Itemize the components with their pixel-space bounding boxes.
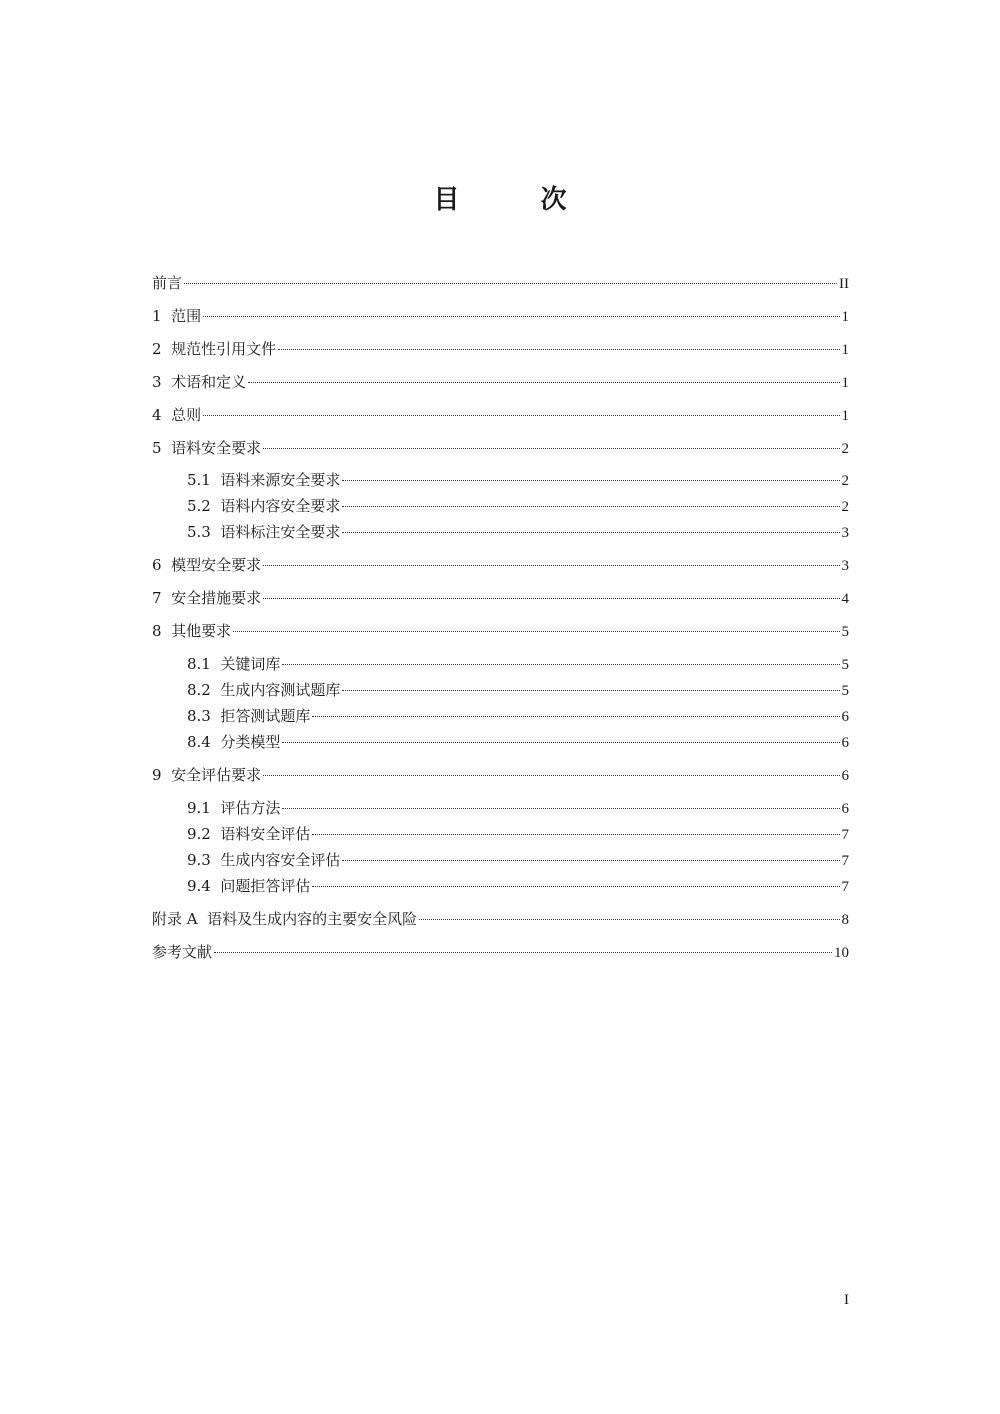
toc-page-number: II	[839, 276, 849, 292]
toc-page-number: 3	[841, 558, 849, 574]
dot-leader	[214, 952, 832, 953]
toc-page-number: 2	[841, 473, 849, 489]
toc-entry-text: 9.3 生成内容安全评估	[187, 851, 341, 869]
toc-entry-text: 5.2 语料内容安全要求	[187, 497, 341, 515]
toc-page-number: 2	[841, 441, 849, 457]
toc-page-number: 7	[841, 853, 849, 869]
toc-page-number: 7	[841, 879, 849, 895]
dot-leader	[263, 565, 839, 566]
toc-entry-7[interactable]	[152, 585, 849, 611]
toc-page-number: 1	[841, 408, 849, 424]
toc-entry-text: 4 总则	[152, 406, 202, 424]
toc-entry-text: 3 术语和定义	[152, 373, 247, 391]
dot-leader	[282, 664, 839, 665]
toc-entry-text: 9 安全评估要求	[152, 766, 262, 784]
toc-entry-3[interactable]	[152, 369, 849, 395]
toc-entry-text: 8.1 关键词库	[187, 655, 281, 673]
toc-page-number: 7	[841, 827, 849, 843]
dot-leader	[184, 283, 837, 284]
dot-leader	[342, 532, 839, 533]
toc-page-number: 5	[841, 683, 849, 699]
dot-leader	[203, 415, 839, 416]
toc-entry-text: 前言	[152, 274, 183, 292]
toc-entry-appendix-a[interactable]	[152, 906, 849, 932]
toc-page-number: 6	[841, 709, 849, 725]
toc-entry-9-2[interactable]	[187, 821, 849, 847]
footer-page-number: I	[844, 1292, 849, 1308]
toc-page-number: 3	[841, 525, 849, 541]
toc-entry-8[interactable]	[152, 618, 849, 644]
toc-entry-2[interactable]	[152, 336, 849, 362]
toc-entry-text: 2 规范性引用文件	[152, 340, 277, 358]
toc-entry-6[interactable]	[152, 552, 849, 578]
toc-page-number: 1	[841, 342, 849, 358]
toc-page-number: 10	[834, 945, 849, 961]
toc-entry-text: 8.3 拒答测试题库	[187, 707, 311, 725]
toc-entry-text: 9.2 语料安全评估	[187, 825, 311, 843]
toc-entry-text: 9.4 问题拒答评估	[187, 877, 311, 895]
toc-entry-4[interactable]	[152, 402, 849, 428]
toc-entry-references[interactable]	[152, 939, 849, 965]
dot-leader	[278, 349, 839, 350]
toc-entry-text: 1 范围	[152, 307, 202, 325]
toc-page-number: 5	[841, 657, 849, 673]
dot-leader	[312, 886, 839, 887]
toc-entry-9[interactable]	[152, 762, 849, 788]
toc-page-number: 2	[841, 499, 849, 515]
dot-leader	[282, 742, 839, 743]
toc-entry-5[interactable]	[152, 435, 849, 461]
toc-entry-9-1[interactable]	[187, 795, 849, 821]
dot-leader	[419, 919, 839, 920]
toc-entry-text: 5.1 语料来源安全要求	[187, 471, 341, 489]
toc-entry-text: 7 安全措施要求	[152, 589, 262, 607]
toc-entry-text: 8.4 分类模型	[187, 733, 281, 751]
toc-page-number: 6	[841, 801, 849, 817]
toc-entry-8-1[interactable]	[187, 651, 849, 677]
toc-entry-8-4[interactable]	[187, 729, 849, 755]
toc-page-number: 6	[841, 735, 849, 751]
dot-leader	[342, 480, 839, 481]
toc-entry-9-3[interactable]	[187, 847, 849, 873]
dot-leader	[312, 834, 839, 835]
toc-entry-5-3[interactable]	[187, 519, 849, 545]
dot-leader	[312, 716, 839, 717]
toc-page-number: 5	[841, 624, 849, 640]
toc-page-number: 6	[841, 768, 849, 784]
toc-entry-5-2[interactable]	[187, 493, 849, 519]
toc-page-number: 1	[841, 309, 849, 325]
dot-leader	[248, 382, 839, 383]
toc-entry-text: 8 其他要求	[152, 622, 232, 640]
dot-leader	[263, 775, 839, 776]
toc-entry-text: 附录 A 语料及生成内容的主要安全风险	[152, 910, 418, 928]
toc-entry-text: 8.2 生成内容测试题库	[187, 681, 341, 699]
dot-leader	[203, 316, 839, 317]
dot-leader	[342, 860, 839, 861]
dot-leader	[263, 598, 839, 599]
toc-page-number: 4	[841, 591, 849, 607]
toc-entry-preface[interactable]	[152, 270, 849, 296]
toc-entry-5-1[interactable]	[187, 467, 849, 493]
dot-leader	[342, 690, 839, 691]
dot-leader	[282, 808, 839, 809]
toc-entry-text: 9.1 评估方法	[187, 799, 281, 817]
toc-page-number: 1	[841, 375, 849, 391]
dot-leader	[342, 506, 839, 507]
toc-entry-9-4[interactable]	[187, 873, 849, 899]
toc-entry-text: 5.3 语料标注安全要求	[187, 523, 341, 541]
toc-entry-8-3[interactable]	[187, 703, 849, 729]
dot-leader	[233, 631, 839, 632]
toc-entry-text: 6 模型安全要求	[152, 556, 262, 574]
dot-leader	[263, 448, 839, 449]
toc-entry-text: 5 语料安全要求	[152, 439, 262, 457]
toc-entry-8-2[interactable]	[187, 677, 849, 703]
toc-entry-text: 参考文献	[152, 943, 213, 961]
page-title: 目 次	[433, 185, 603, 215]
toc-entry-1[interactable]	[152, 303, 849, 329]
toc-page-number: 8	[841, 912, 849, 928]
